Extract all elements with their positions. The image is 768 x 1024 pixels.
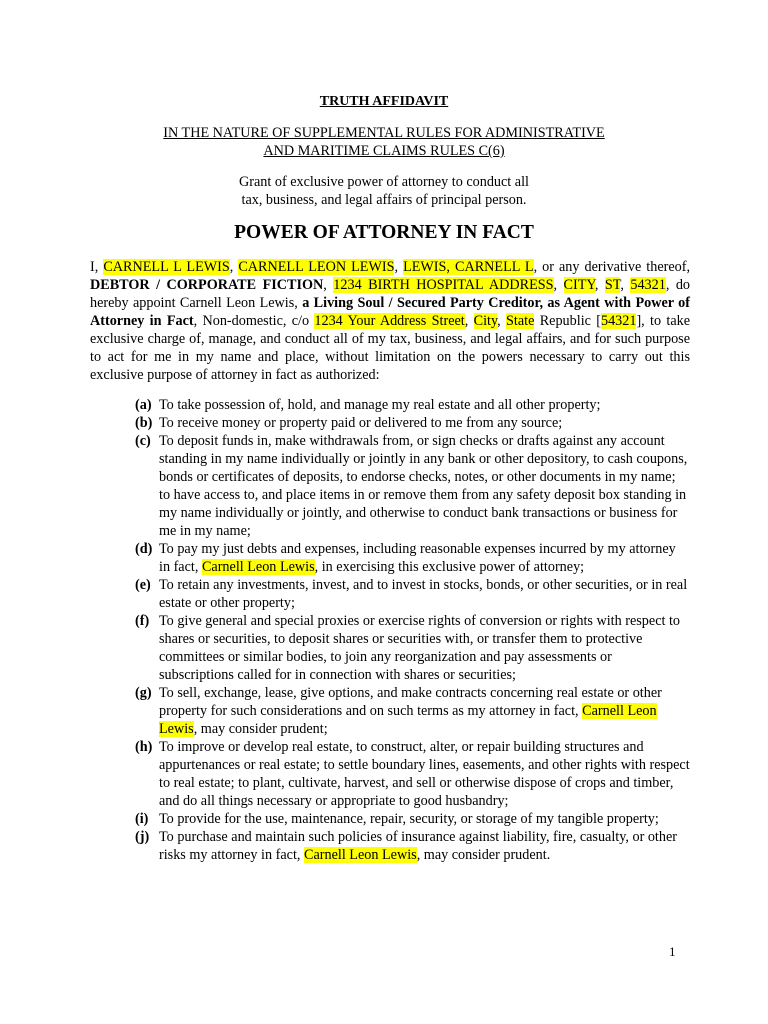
intro-text: , — [620, 277, 631, 293]
item-text: , may consider prudent. — [416, 847, 551, 863]
item-label: (c) — [135, 433, 151, 449]
list-item — [135, 576, 690, 612]
item-label: (a) — [135, 397, 152, 413]
grant-line-2: tax, business, and legal affairs of principal person. — [241, 192, 527, 208]
subtitle-line-2: AND MARITIME CLAIMS RULES C(6) — [263, 143, 505, 159]
item-label: (g) — [135, 685, 152, 701]
highlighted-city: City — [473, 313, 498, 329]
highlighted-address: 1234 BIRTH HOSPITAL ADDRESS — [333, 277, 554, 293]
page-number: 1 — [669, 944, 676, 959]
list-item — [135, 432, 690, 540]
intro-paragraph — [90, 258, 690, 384]
bold-text: DEBTOR / CORPORATE FICTION — [90, 277, 324, 293]
highlighted-zip: 54321 — [630, 277, 666, 293]
powers-list — [135, 396, 690, 864]
document-subtitle — [0, 124, 768, 160]
item-text: To take possession of, hold, and manage my real estate and all other property; — [159, 397, 601, 413]
highlighted-city: CITY — [563, 277, 595, 293]
item-text: To sell, exchange, lease, give options, and make contracts concerning real estate or other property for such considerations and on such terms as my attorney in fact, — [159, 685, 662, 719]
item-text: , may consider prudent; — [193, 721, 328, 737]
highlighted-address: 1234 Your Address Street — [314, 313, 465, 329]
list-item — [135, 684, 690, 738]
intro-text: , or any derivative thereof, — [533, 259, 691, 275]
intro-text: , Non-domestic, c/o — [193, 313, 315, 329]
highlighted-name: CARNELL L LEWIS — [103, 259, 230, 275]
item-label: (j) — [135, 829, 150, 845]
intro-text: Republic [ — [534, 313, 601, 329]
item-label: (e) — [135, 577, 151, 593]
list-item — [135, 540, 690, 576]
intro-text: I, — [90, 259, 104, 275]
item-text: To provide for the use, maintenance, repair, security, or storage of my tangible property; — [159, 811, 659, 827]
document-title: TRUTH AFFIDAVIT — [319, 94, 449, 109]
item-label: (d) — [135, 541, 153, 557]
intro-text: , — [229, 259, 239, 275]
list-item — [135, 828, 690, 864]
item-label: (b) — [135, 415, 153, 431]
item-text: To improve or develop real estate, to construct, alter, or repair building structures and appurtenances or real estate; to settle boundary lines, easements, and other rights with respect to real estate; to plant, cultivate, harvest, and sell or otherwise dispose of crops and timber, and do all things necessary or appropriate to good husbandry; — [159, 739, 690, 809]
list-item — [135, 612, 690, 684]
intro-text: , — [323, 277, 334, 293]
item-text: , in exercising this exclusive power of attorney; — [314, 559, 585, 575]
highlighted-name: Carnell Leon Lewis — [159, 703, 657, 737]
highlighted-name: Carnell Leon Lewis — [201, 559, 315, 575]
intro-text: , — [594, 277, 605, 293]
highlighted-state: ST — [604, 277, 621, 293]
highlighted-name: CARNELL LEON LEWIS — [238, 259, 395, 275]
highlighted-zip: 54321 — [600, 313, 637, 329]
intro-text: , — [553, 277, 564, 293]
intro-text: , — [394, 259, 404, 275]
intro-text: , — [497, 313, 507, 329]
highlighted-state: State — [506, 313, 535, 329]
list-item — [135, 396, 690, 414]
bold-text: a Living Soul / Secured Party Creditor, as Agent with Power of Attorney in Fact — [90, 295, 690, 329]
subtitle-line-1: IN THE NATURE OF SUPPLEMENTAL RULES FOR ADMINISTRATIVE — [163, 125, 605, 141]
list-item — [135, 810, 690, 828]
section-heading: POWER OF ATTORNEY IN FACT — [234, 222, 534, 243]
item-text: To give general and special proxies or exercise rights of conversion or rights with respect to shares or securities, to deposit shares or securities with, or transfer them to protective committees or similar bodies, to join any reorganization and pay assessments or subscriptions called for in connection with shares or securities; — [159, 613, 681, 683]
highlighted-name: LEWIS, CARNELL L — [403, 259, 534, 275]
item-label: (f) — [135, 613, 150, 629]
intro-text: , — [464, 313, 474, 329]
item-text: To retain any investments, invest, and to invest in stocks, bonds, or other securities, or in real estate or other property; — [159, 577, 688, 611]
item-text: To receive money or property paid or delivered to me from any source; — [159, 415, 563, 431]
intro-text: , do hereby appoint Carnell Leon Lewis, — [90, 277, 691, 311]
item-label: (h) — [135, 739, 153, 755]
item-label: (i) — [135, 811, 149, 827]
item-text: To pay my just debts and expenses, including reasonable expenses incurred by my attorney in fact, — [159, 541, 676, 575]
intro-text: ], to take exclusive charge of, manage, and conduct all of my tax, business, and legal affairs, and for such purpose to act for me in my name and place, without limitation on the powers necessary to carry out this exclusive purpose of attorney in fact as authorized: — [90, 313, 691, 383]
item-text: To purchase and maintain such policies of insurance against liability, fire, casualty, or other risks my attorney in fact, — [159, 829, 677, 863]
highlighted-name: Carnell Leon Lewis — [304, 847, 417, 863]
grant-statement — [0, 173, 768, 209]
list-item — [135, 738, 690, 810]
item-text: To deposit funds in, make withdrawals from, or sign checks or drafts against any account standing in my name individually or jointly in any bank or other depository, to cash coupons, bonds or certificates of deposits, to endorse checks, notes, or other documents in my name; to have access to, and place items in or remove them from any safety deposit box standing in my name individually or jointly, and otherwise to conduct bank transactions or business for me in my name; — [159, 433, 688, 539]
grant-line-1: Grant of exclusive power of attorney to conduct all — [239, 174, 529, 190]
list-item — [135, 414, 690, 432]
